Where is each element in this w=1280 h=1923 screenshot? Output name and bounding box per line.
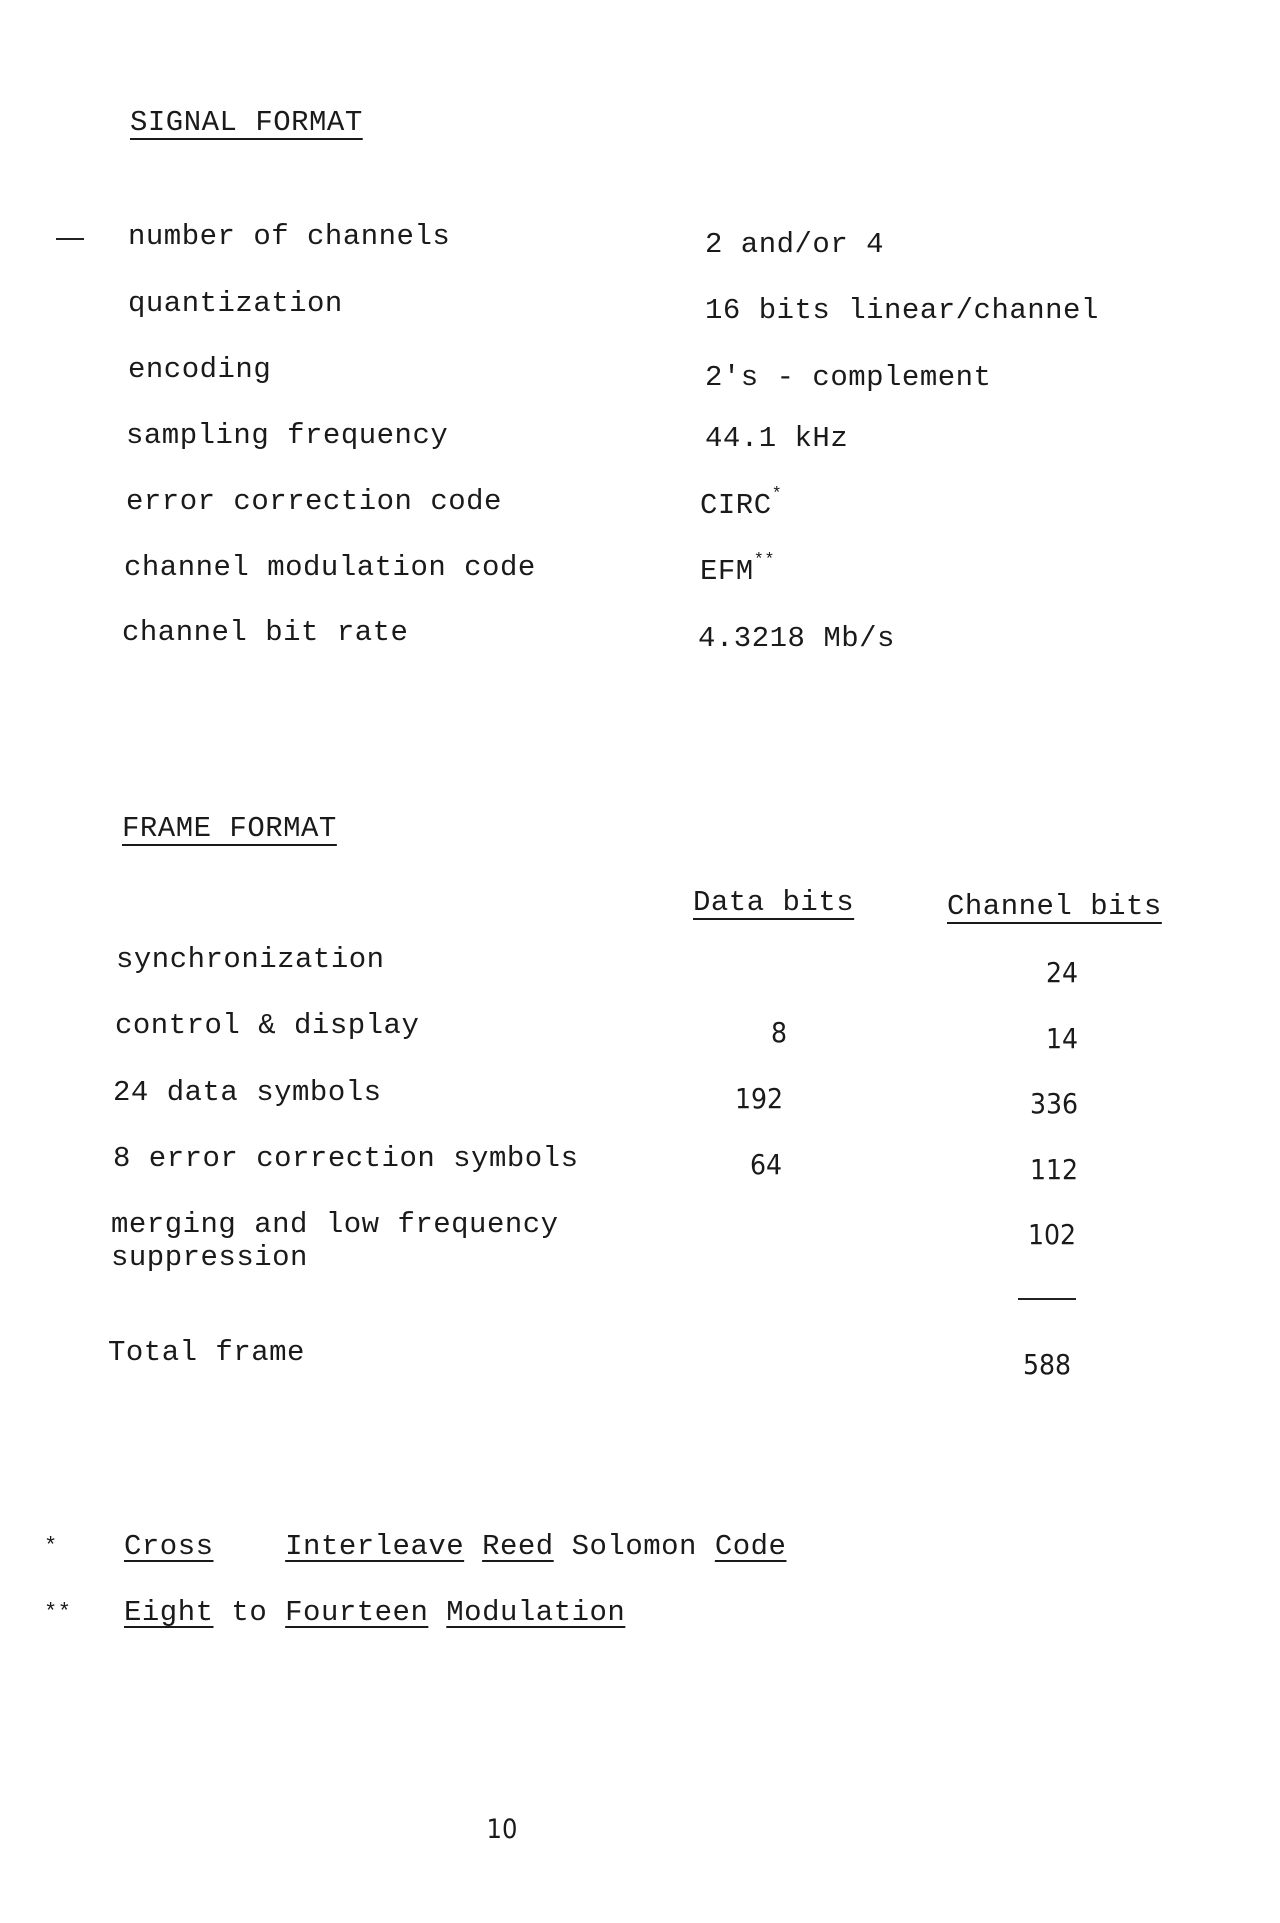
footnote-text <box>124 1596 625 1629</box>
sum-rule <box>1018 1298 1076 1300</box>
footnote-word: Code <box>714 1530 787 1563</box>
signal-value: 44.1 kHz <box>705 422 849 455</box>
signal-label: error correction code <box>126 485 502 518</box>
footnote-word: Reed <box>482 1530 554 1563</box>
column-header-data-bits: Data bits <box>693 886 855 919</box>
signal-value: 2's - complement <box>705 361 992 394</box>
value-text: CIRC <box>700 489 772 522</box>
signal-value: 16 bits linear/channel <box>705 294 1099 327</box>
footnote-word: Cross <box>124 1530 214 1563</box>
footnote-word: to <box>231 1596 268 1629</box>
value-text: EFM <box>700 555 754 588</box>
footnote-word: Modulation <box>446 1596 626 1629</box>
footnote-word: Interleave <box>285 1530 465 1563</box>
signal-label: sampling frequency <box>126 419 449 452</box>
signal-value <box>700 551 776 588</box>
margin-dash <box>56 238 84 240</box>
frame-row-channel: 24 <box>1045 956 1079 989</box>
frame-row-data: 192 <box>734 1082 784 1115</box>
frame-row-channel: 112 <box>1029 1153 1079 1186</box>
total-label: Total frame <box>108 1336 305 1369</box>
signal-value <box>700 485 783 522</box>
frame-row-label: control & display <box>115 1009 420 1042</box>
frame-row-channel: 14 <box>1045 1022 1079 1055</box>
signal-label: channel bit rate <box>122 616 409 649</box>
page-number: 10 <box>486 1814 518 1845</box>
footnote-mark: * <box>44 1534 58 1559</box>
signal-label: number of channels <box>128 220 451 253</box>
frame-row-label: 24 data symbols <box>113 1076 382 1109</box>
frame-row-data: 8 <box>770 1016 788 1049</box>
frame-row-channel: 102 <box>1027 1218 1077 1251</box>
signal-value: 2 and/or 4 <box>705 228 885 261</box>
footnote-mark: ** <box>44 1600 72 1625</box>
frame-row-label: 8 error correction symbols <box>113 1142 579 1175</box>
signal-label: quantization <box>128 287 343 320</box>
signal-label: encoding <box>128 353 272 386</box>
frame-row-label: merging and low frequency <box>111 1208 559 1241</box>
frame-row-data: 64 <box>749 1148 783 1181</box>
signal-label: channel modulation code <box>124 551 536 584</box>
column-header-channel-bits: Channel bits <box>947 890 1162 923</box>
footnote-mark: ** <box>753 551 776 570</box>
frame-row-label-continued: suppression <box>111 1241 308 1274</box>
footnote-word: Eight <box>124 1596 214 1629</box>
footnote-word: Solomon <box>571 1530 697 1563</box>
signal-format-heading: SIGNAL FORMAT <box>130 106 363 139</box>
total-channel: 588 <box>1022 1348 1072 1381</box>
footnote-word: Fourteen <box>285 1596 429 1629</box>
footnote-mark: * <box>771 485 783 504</box>
frame-row-label: synchronization <box>116 943 385 976</box>
frame-format-heading: FRAME FORMAT <box>122 812 337 845</box>
frame-row-channel: 336 <box>1029 1087 1079 1120</box>
footnote-text <box>124 1530 786 1563</box>
signal-value: 4.3218 Mb/s <box>698 622 895 655</box>
